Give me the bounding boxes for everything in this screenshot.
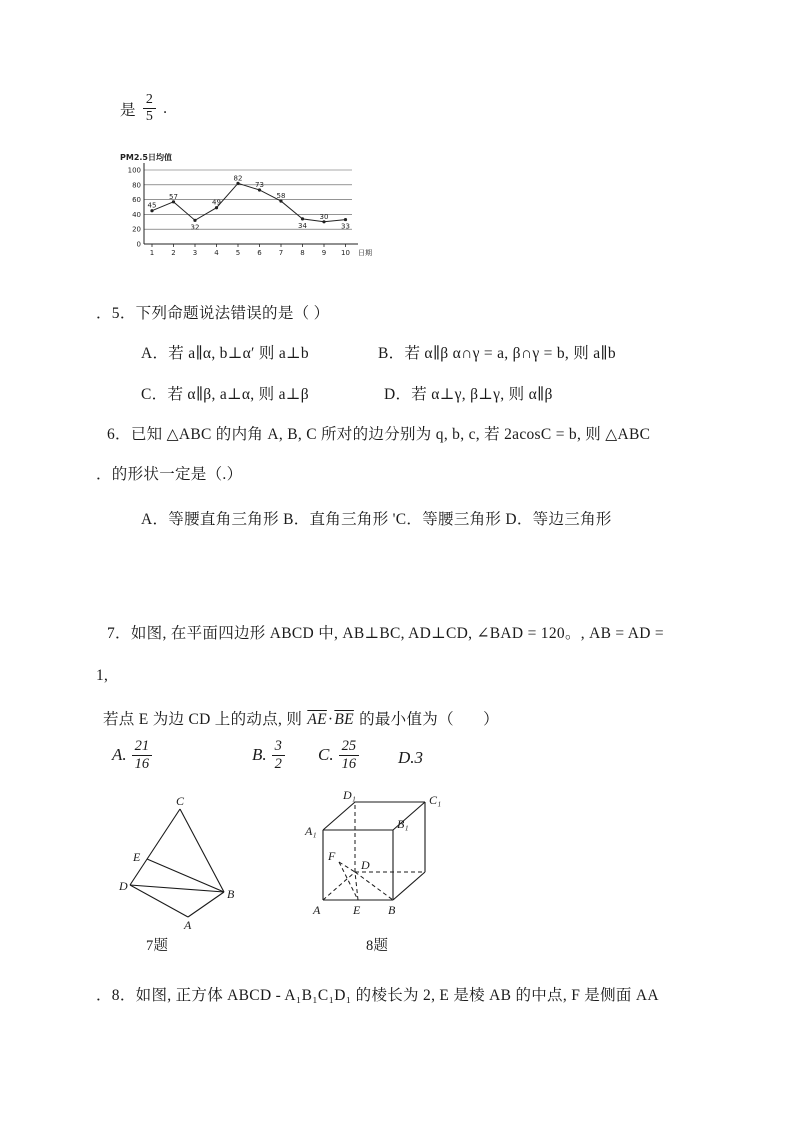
svg-text:80: 80 bbox=[132, 181, 141, 190]
svg-text:2: 2 bbox=[171, 249, 176, 257]
svg-text:4: 4 bbox=[214, 249, 219, 257]
svg-text:60: 60 bbox=[132, 196, 141, 205]
q6-options: A．等腰直角三角形 B．直角三角形 'C．等腰三角形 D．等边三角形 bbox=[141, 511, 612, 528]
q7-option-c-label: C. bbox=[318, 745, 334, 765]
intro-suffix: . bbox=[163, 99, 168, 117]
svg-text:1: 1 bbox=[149, 249, 155, 257]
q5-heading: ．5．下列命题说法错误的是（ ） bbox=[96, 305, 330, 322]
fig8-label-a: A bbox=[313, 903, 321, 917]
svg-text:73: 73 bbox=[255, 180, 264, 189]
q7-option-b-label: B. bbox=[252, 745, 267, 765]
fig7-label-a: A bbox=[184, 918, 192, 932]
fig7-label-e: E bbox=[133, 850, 141, 864]
figure-8-caption: 8题 bbox=[366, 938, 389, 954]
svg-text:82: 82 bbox=[233, 174, 243, 183]
q5-option-a: A．若 a∥α, b⊥α′ 则 a⊥b bbox=[141, 345, 309, 362]
q7-option-d-label: D.3 bbox=[398, 748, 424, 767]
q8-line1: ．8．如图, 正方体 ABCD - A₁B₁C₁D₁ 的棱长为 2, E 是棱 AB 的中点, F 是侧面 AA bbox=[96, 987, 659, 1004]
svg-text:6: 6 bbox=[257, 249, 262, 257]
fig7-labels bbox=[118, 795, 235, 932]
figure-8-cube bbox=[303, 786, 461, 920]
q7-line3-prefix: 若点 E 为边 CD 上的动点, 则 bbox=[103, 711, 307, 728]
q6-line2: ．的形状一定是（.） bbox=[96, 466, 243, 483]
fig8-labels bbox=[304, 788, 441, 917]
q7-line1: 7．如图, 在平面四边形 ABCD 中, AB⊥BC, AD⊥CD, ∠BAD = 120。, AB = AD = bbox=[107, 625, 664, 642]
svg-text:9: 9 bbox=[321, 249, 327, 257]
q6-line1: 6．已知 △ABC 的内角 A, B, C 所对的边分别为 q, b, c, 若 2acosC = b, 则 △ABC bbox=[107, 426, 651, 443]
q7-line3 bbox=[103, 707, 499, 729]
fig8-label-b1: B₁ bbox=[397, 817, 409, 831]
svg-text:33: 33 bbox=[341, 222, 350, 231]
figure-7-quadrilateral bbox=[118, 795, 258, 933]
intro-prefix: 是 bbox=[120, 101, 136, 119]
svg-text:3: 3 bbox=[192, 249, 198, 257]
fig8-solid-edges bbox=[323, 802, 425, 900]
fig8-label-f: F bbox=[328, 849, 336, 863]
fraction-numerator: 2 bbox=[143, 92, 156, 109]
q5-option-b: B．若 α∥β α∩γ = a, β∩γ = b, 则 a∥b bbox=[378, 345, 616, 362]
fig8-label-e: E bbox=[353, 903, 361, 917]
svg-text:10: 10 bbox=[341, 249, 350, 257]
fig8-label-d: D bbox=[361, 858, 370, 872]
vector-be: $\overline{BE}$ bbox=[334, 711, 354, 728]
fig7-label-c: C bbox=[176, 795, 185, 808]
fig8-label-a1: A₁ bbox=[305, 824, 317, 838]
svg-text:7: 7 bbox=[278, 249, 284, 257]
q5-option-d: D．若 α⊥γ, β⊥γ, 则 α∥β bbox=[384, 386, 553, 403]
q7-option-d bbox=[398, 748, 423, 768]
q7-line2: 1, bbox=[96, 667, 109, 684]
svg-text:30: 30 bbox=[319, 212, 329, 221]
svg-text:日期: 日期 bbox=[358, 249, 372, 257]
svg-text:PM2.5日均值: PM2.5日均值 bbox=[120, 153, 172, 162]
q7-option-a-fraction: $\frac{21}{16}$ bbox=[132, 738, 153, 772]
fig7-lines bbox=[130, 809, 224, 917]
fig7-label-d: D bbox=[119, 879, 128, 893]
dot-operator: · bbox=[327, 711, 334, 728]
q7-line3-suffix: 的最小值为（ ） bbox=[354, 711, 499, 728]
q7-option-b bbox=[252, 738, 285, 772]
q7-option-a-label: A. bbox=[112, 745, 127, 765]
q7-option-a bbox=[112, 738, 152, 772]
fig8-label-d1: D₁ bbox=[343, 788, 356, 802]
svg-text:8: 8 bbox=[300, 249, 305, 257]
svg-text:34: 34 bbox=[298, 221, 307, 230]
q7-option-c bbox=[318, 738, 359, 772]
svg-text:5: 5 bbox=[235, 249, 241, 257]
svg-text:0: 0 bbox=[136, 240, 141, 249]
q5-option-c: C．若 α∥β, a⊥α, 则 a⊥β bbox=[141, 386, 309, 403]
vector-ae: $\overline{AE}$ bbox=[307, 711, 327, 728]
svg-text:49: 49 bbox=[212, 198, 221, 207]
figure-7-caption: 7题 bbox=[146, 938, 169, 954]
fraction-two-fifths bbox=[143, 92, 156, 125]
q7-option-b-fraction: $\frac{3}{2}$ bbox=[272, 738, 285, 772]
svg-text:57: 57 bbox=[169, 192, 178, 201]
svg-text:58: 58 bbox=[276, 192, 286, 201]
q7-option-c-fraction: $\frac{25}{16}$ bbox=[339, 738, 360, 772]
fig8-label-b: B bbox=[388, 903, 396, 917]
fraction-denominator: 5 bbox=[145, 109, 154, 125]
pm25-chart bbox=[116, 150, 374, 275]
svg-text:100: 100 bbox=[127, 166, 141, 175]
svg-text:32: 32 bbox=[190, 223, 200, 232]
fig8-label-c1: C₁ bbox=[429, 793, 442, 807]
fig7-label-b: B bbox=[227, 887, 235, 901]
svg-text:20: 20 bbox=[132, 225, 141, 234]
svg-text:45: 45 bbox=[147, 201, 157, 210]
intro-fraction-line bbox=[120, 92, 167, 125]
svg-text:40: 40 bbox=[132, 210, 141, 219]
